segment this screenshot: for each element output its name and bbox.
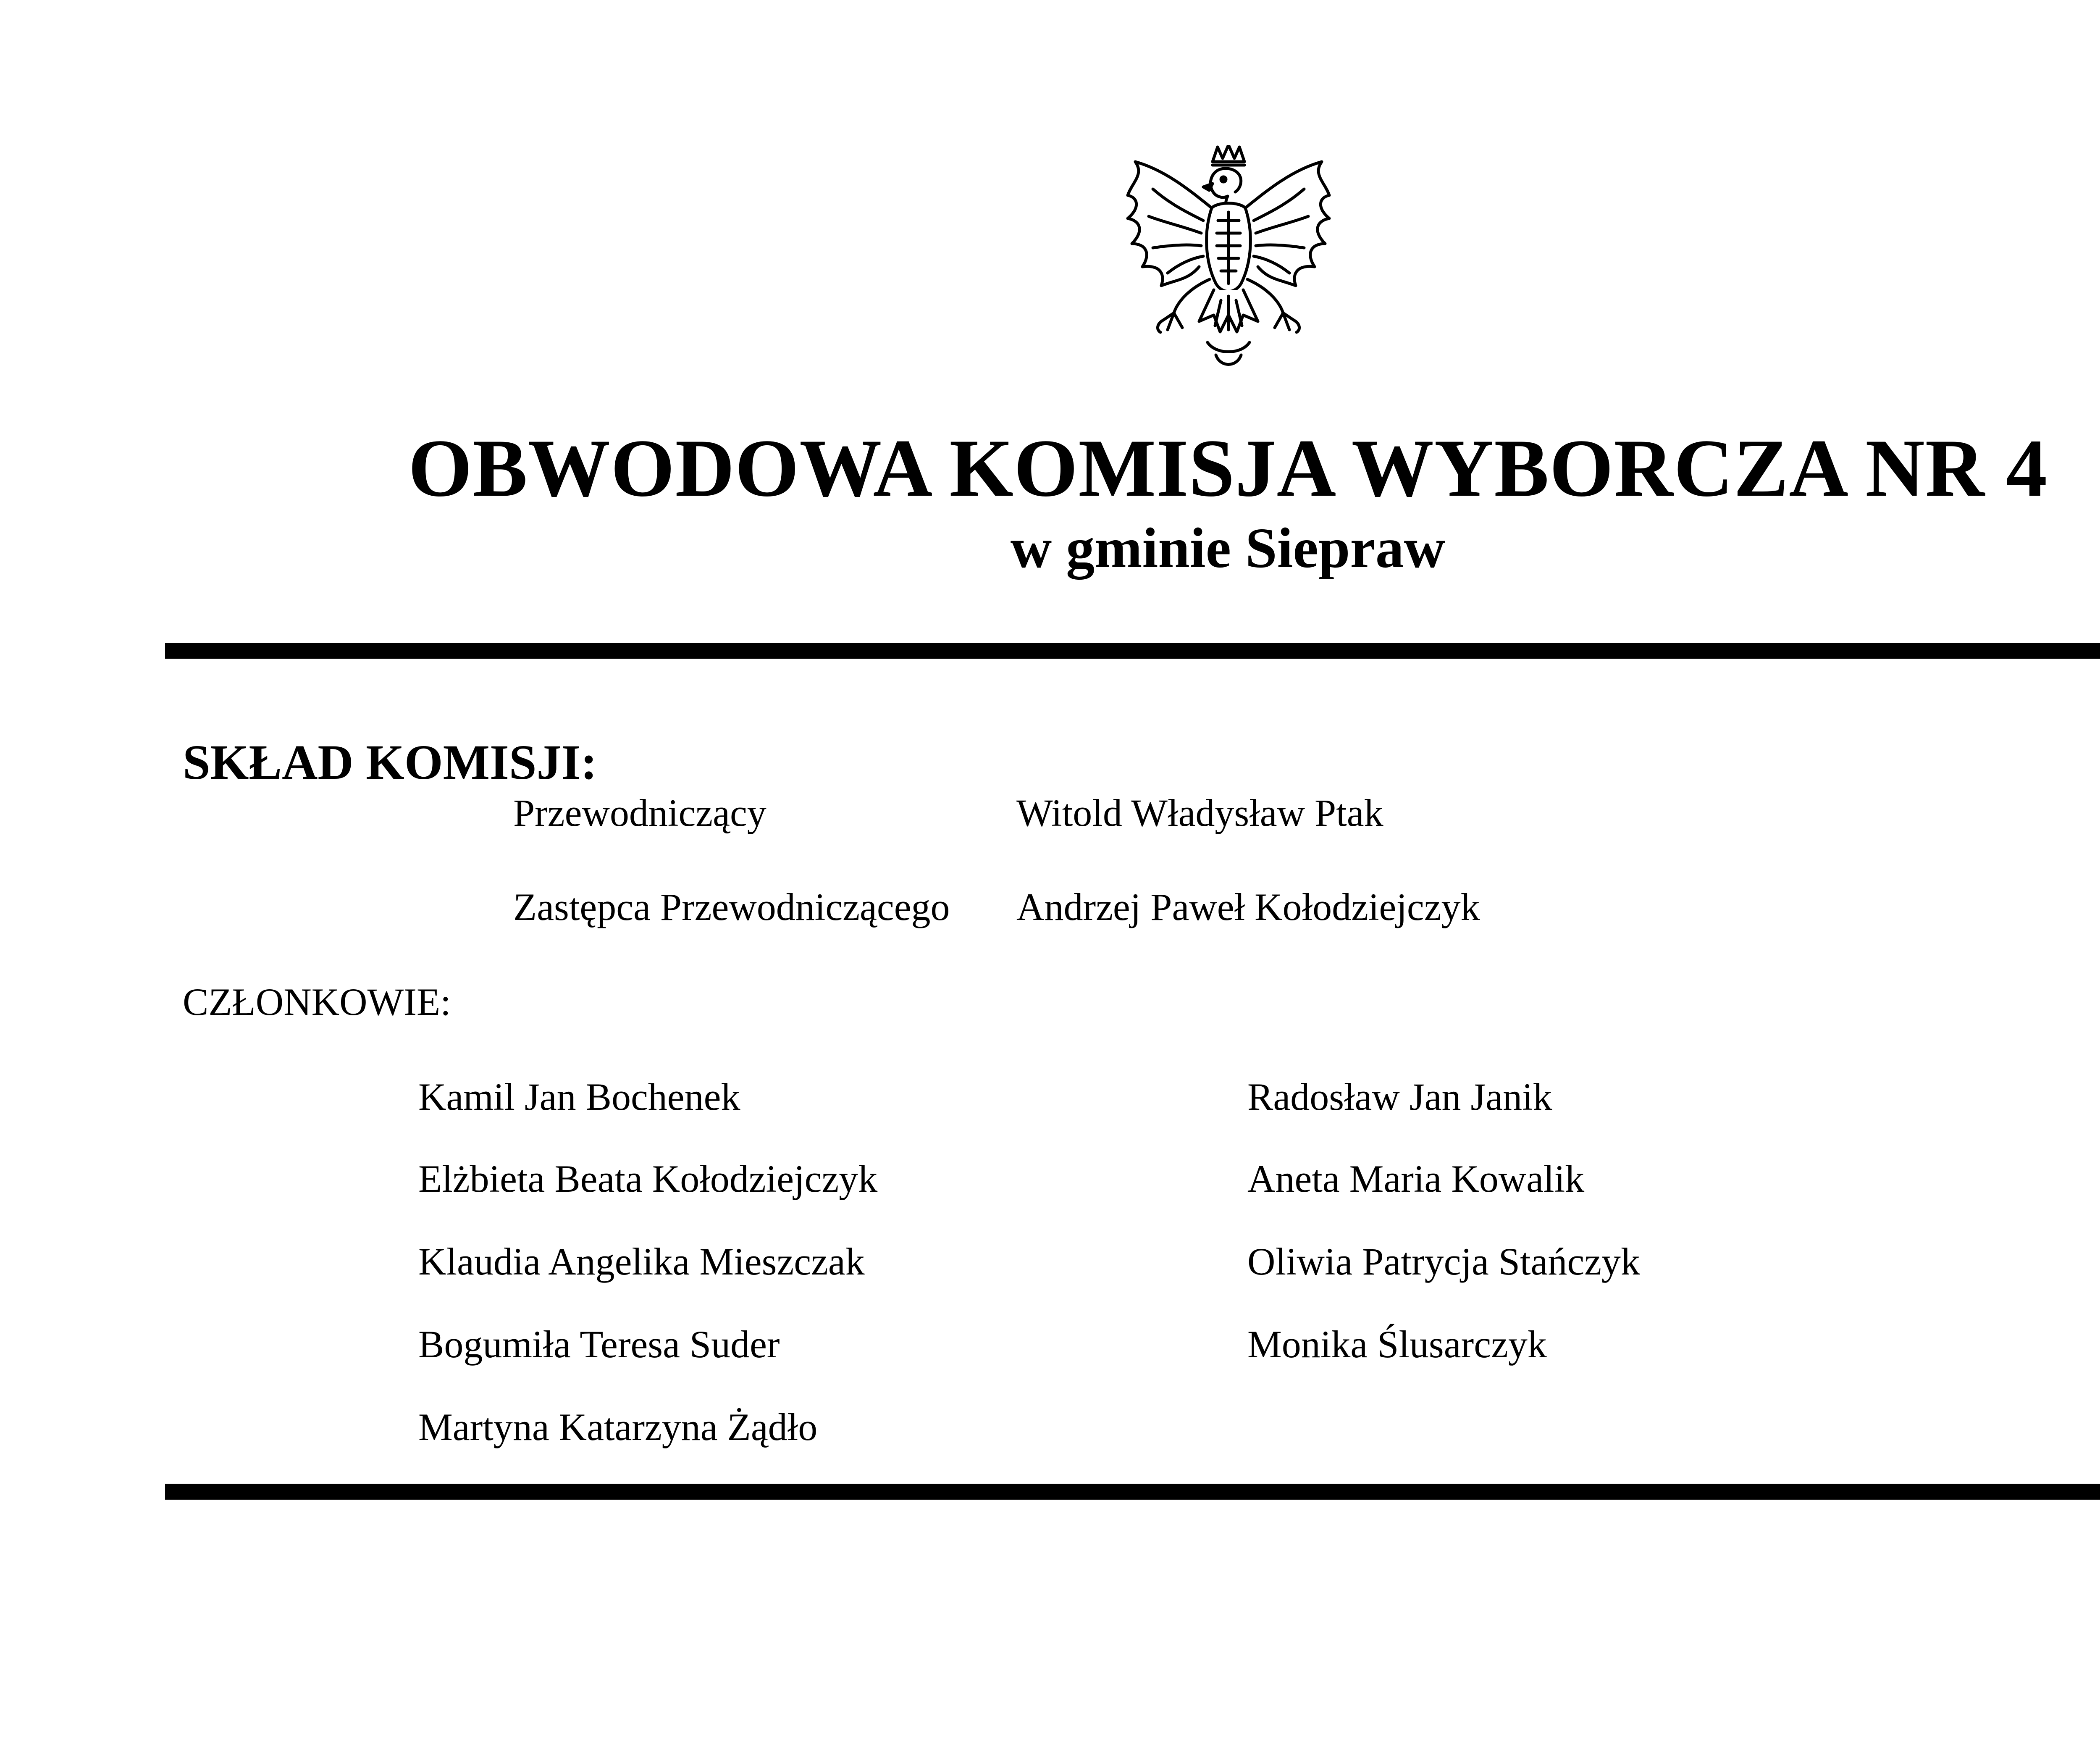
deputy-name: Andrzej Paweł Kołodziejczyk [1016,886,1480,928]
bottom-divider [165,1484,2100,1500]
member-right-1: Radosław Jan Janik [1247,1075,1552,1118]
member-right-2: Aneta Maria Kowalik [1247,1157,1585,1200]
member-right-3: Oliwia Patrycja Stańczyk [1247,1240,1641,1283]
section-heading: SKŁAD KOMISJI: [183,735,597,790]
chair-name: Witold Władysław Ptak [1016,791,1383,834]
chair-role-label: Przewodniczący [513,791,766,834]
member-left-3: Klaudia Angelika Mieszczak [418,1240,865,1283]
member-left-1: Kamil Jan Bochenek [418,1075,740,1118]
polish-eagle-emblem-icon [1115,145,1342,380]
deputy-role-label: Zastępca Przewodniczącego [513,886,950,928]
member-right-4: Monika Ślusarczyk [1247,1323,1547,1366]
member-left-2: Elżbieta Beata Kołodziejczyk [418,1157,878,1200]
member-left-4: Bogumiła Teresa Suder [418,1323,780,1366]
top-divider [165,643,2100,659]
document-subtitle: w gminie Siepraw [1010,517,1446,580]
members-label: CZŁONKOWIE: [183,980,451,1023]
document-title: OBWODOWA KOMISJA WYBORCZA NR 4 [408,423,2048,514]
member-left-5: Martyna Katarzyna Żądło [418,1406,818,1448]
